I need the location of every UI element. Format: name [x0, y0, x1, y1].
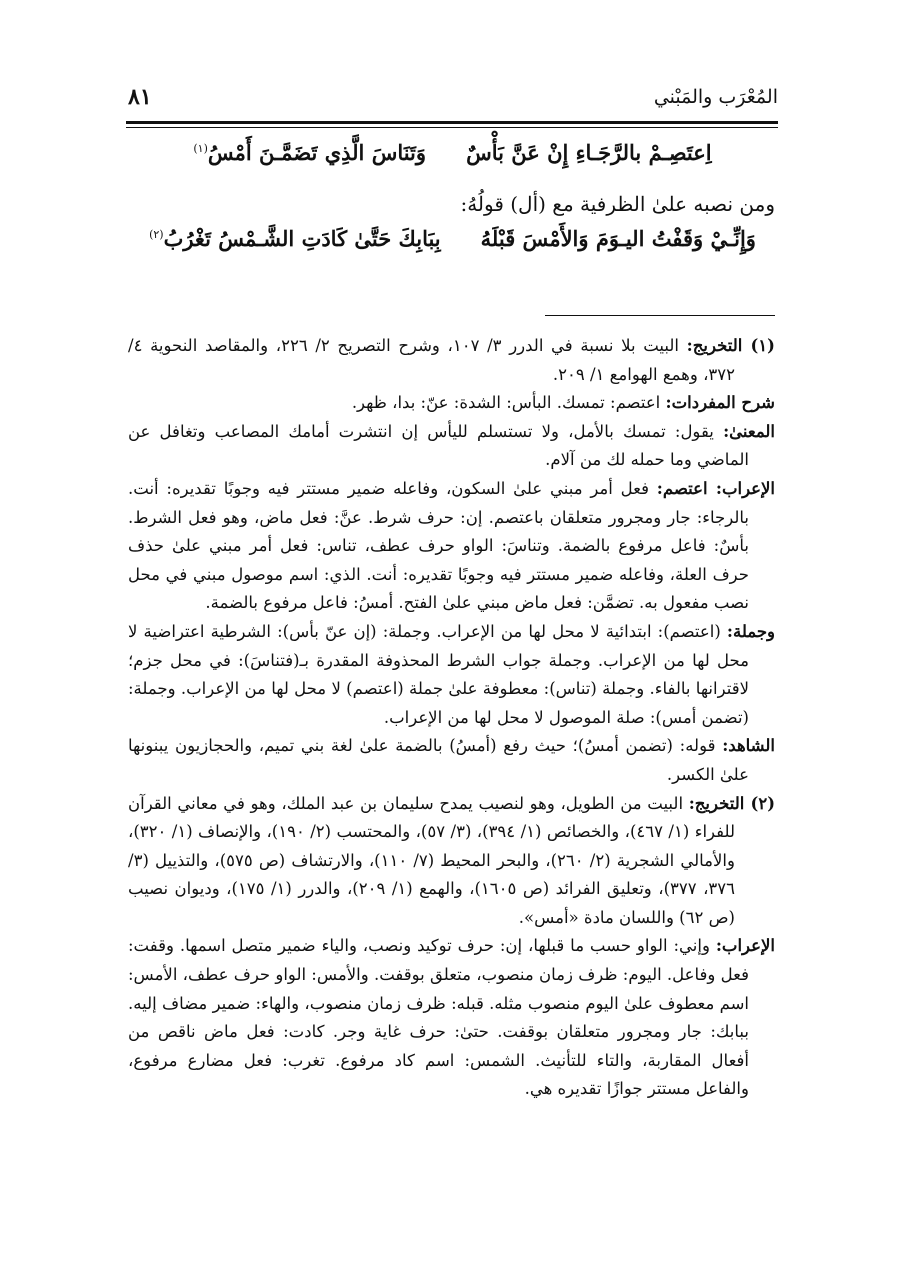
footnotes — [128, 332, 775, 1104]
footnote-label: الشاهد: — [722, 736, 775, 756]
footnote-text: فعل أمر مبني علىٰ السكون، وفاعله ضمير مستتر فيه وجوبًا تقديره: أنت. بالرجاء: جار ومجرور متعلقان باعتصم. إن: حرف شرط. عنَّ: فعل ماض، وهو فعل الشرط. بأسٌ: فاعل مرفوع بالضمة. وتناسَ: الواو حرف عطف، تناس: فعل أمر مبني علىٰ حذف حرف العلة، وفاعله ضمير مستتر فيه وجوبًا تقديره: أنت. الذي: اسم موصول مبني في محل نصب مفعول به. تضمَّن: فعل ماض مبني علىٰ الفتح. أمسُ: فاعل مرفوع بالضمة. — [128, 478, 749, 613]
footnote-ref-2[interactable]: (٢) — [149, 228, 164, 241]
verse-1 — [130, 140, 775, 165]
footnote-paragraph — [128, 790, 775, 933]
footnote-text: قوله: (تضمن أمسُ)؛ حيث رفع (أمسُ) بالضمة علىٰ لغة بني تميم، والحجازيون يبنونها علىٰ الكسر. — [128, 736, 749, 784]
footnote-text: البيت من الطويل، وهو لنصيب يمدح سليمان بن عبد الملك، وهو في معاني القرآن للفراء (١/ ٤٦٧)، والخصائص (١/ ٣٩٤)، (٣/ ٥٧)، والمحتسب (٢/ ١٩٠)، والإنصاف (١/ ٣٢٠)، والأمالي الشجرية (٢/ ٢٦٠)، والبحر المحيط (٧/ ١١٠)، والارتشاف (ص ٥٧٥)، والتذييل (٣/ ٣٧٦، ٣٧٧)، وتعليق الفرائد (ص ١٦٠٥)، والهمع (١/ ٢٠٩)، والدرر (١/ ١٧٥)، وديوان نصيب (ص ٦٢) واللسان مادة «أمس». — [128, 793, 735, 927]
verse-1-hemistich-1: اِعتَصِـمْ بالرَّجَـاءِ إِنْ عَنَّ بَأْسٌ — [466, 140, 712, 165]
footnote-paragraph — [128, 332, 775, 389]
footnote-label: المعنىٰ: — [723, 421, 775, 441]
footnote-paragraph — [128, 475, 775, 618]
footnote-label: (٢) التخريج: — [688, 793, 776, 813]
verse-2-hemistich-2 — [149, 226, 441, 251]
verse-2-hemistich-2-text: بِبَابِكَ حَتَّىٰ كَادَتِ الشَّـمْسُ تَغْرُبُ — [163, 226, 441, 251]
footnote-label: شرح المفردات: — [665, 393, 775, 413]
verse-1-hemistich-2-text: وَتَنَاسَ الَّذِي تَضَمَّـنَ أَمْسُ — [207, 140, 427, 165]
running-header — [128, 84, 778, 114]
footnote-text: البيت بلا نسبة في الدرر ٣/ ١٠٧، وشرح التصريح ٢/ ٢٢٦، والمقاصد النحوية ٤/ ٣٧٢، وهمع الهوامع ١/ ٢٠٩. — [128, 336, 735, 384]
verse-2-hemistich-1: وَإِنِّـيْ وَقَفْتُ اليـوَمَ وَالأَمْسَ قَبْلَهُ — [480, 226, 756, 251]
footnote-label: وجملة: — [726, 621, 775, 641]
footnote-paragraph — [128, 418, 775, 475]
footnote-text: يقول: تمسك بالأمل، ولا تستسلم لليأس إن انتشرت أمامك المصاعب وتغافل عن الماضي وما حمله لك من آلام. — [128, 421, 749, 470]
header-rule-thin — [126, 127, 778, 128]
footnote-label: الإعراب: اعتصم: — [656, 478, 776, 498]
footnote-paragraph — [128, 732, 775, 789]
footnote-paragraph — [128, 618, 775, 732]
footnote-paragraph — [128, 932, 775, 1104]
verse-1-hemistich-2 — [193, 140, 426, 165]
footnote-paragraph — [128, 389, 775, 418]
header-rule-thick — [126, 121, 778, 124]
page-number: ٨١ — [128, 84, 152, 110]
footnote-text: وإني: الواو حسب ما قبلها، إن: حرف توكيد ونصب، والياء ضمير متصل اسمها. وقفت: فعل وفاعل. اليوم: ظرف زمان منصوب، متعلق بوقفت. والأمس: الواو حرف عطف، الأمس: اسم معطوف علىٰ اليوم منصوب مثله. قبله: ظرف زمان منصوب، والهاء: ضمير مضاف إليه. ببابك: جار ومجرور متعلقان بوقفت. حتىٰ: حرف غاية وجر. كادت: فعل ماض ناقص من أفعال المقاربة، والتاء للتأنيث. الشمس: اسم كاد مرفوع. تغرب: فعل مضارع مرفوع، والفاعل مستتر جوازًا تقديره هي. — [128, 936, 749, 1099]
footnote-text: (اعتصم): ابتدائية لا محل لها من الإعراب. وجملة: (إن عنّ بأس): الشرطية اعتراضية لا محل لها من الإعراب. وجملة جواب الشرط المحذوفة المقدرة بـ(فتناسَ): في محل جزم؛ لاقترانها بالفاء. وجملة (تناس): معطوفة علىٰ جملة (اعتصم) لا محل لها من الإعراب. وجملة: (تضمن أمس): صلة الموصول لا محل لها من الإعراب. — [128, 621, 749, 727]
footnote-label: الإعراب: — [715, 936, 775, 956]
verse-2 — [130, 226, 775, 251]
footnote-ref-1[interactable]: (١) — [193, 142, 208, 155]
body-text: ومن نصبه علىٰ الظرفية مع (أل) قولُهُ: — [460, 192, 775, 216]
footnote-label: (١) التخريج: — [686, 336, 775, 355]
footnote-separator — [545, 315, 775, 316]
chapter-title: المُعْرَب والمَبْني — [653, 86, 778, 108]
footnote-text: اعتصم: تمسك. البأس: الشدة: عنّ: بدا، ظهر. — [351, 393, 666, 413]
